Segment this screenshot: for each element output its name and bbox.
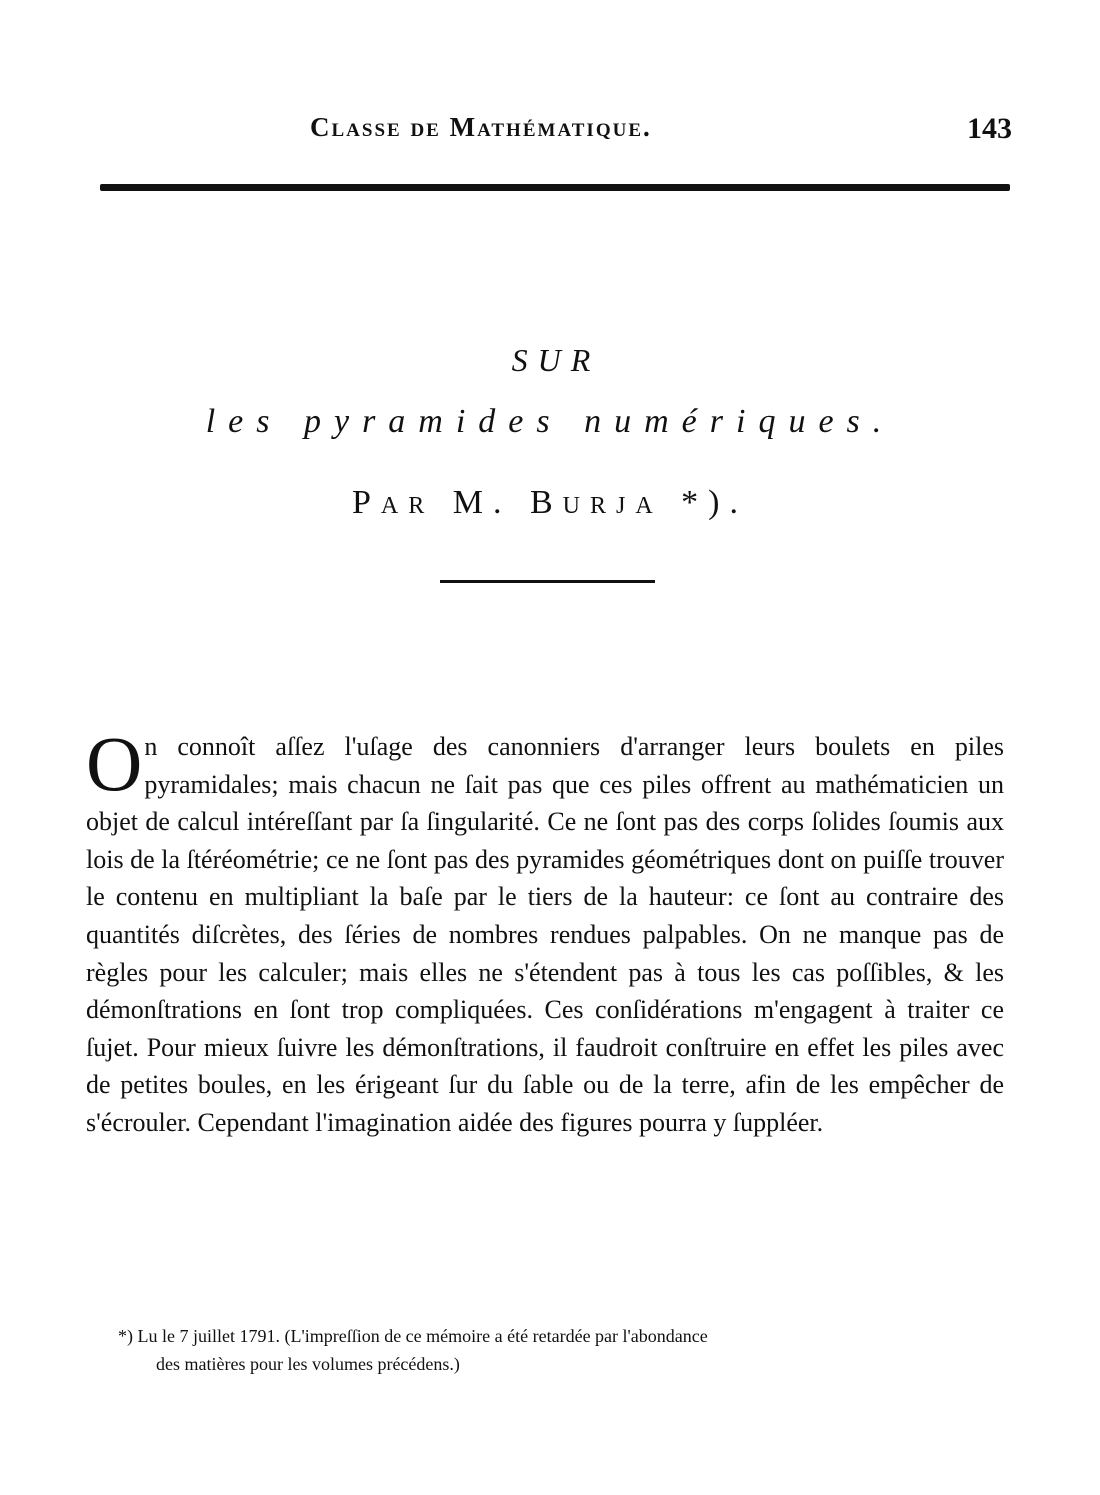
body-paragraph — [86, 720, 1004, 1142]
footnote-line-1: *) Lu le 7 juillet 1791. (L'impreſſion de ce mémoire a été retardée par l'abondance — [118, 1326, 708, 1346]
running-head-title: Classe de Mathématique. — [310, 112, 652, 142]
body-text: n connoît aſſez l'uſage des canonniers d'arranger leurs boulets en piles pyramidales; mais chacun ne ſait pas que ces piles offrent au mathématicien un objet de calcul intéreſſant par ſa ſingularité. Ce ne ſont pas des corps ſolides ſoumis aux lois de la ſtéréométrie; ce ne ſont pas des pyramides géométriques dont on puiſſe trouver le contenu en multipliant la baſe par le tiers de la hauteur: ce ſont au contraire des quantités diſcrètes, des ſéries de nombres rendues palpables. On ne manque pas de règles pour les calculer; mais elles ne s'étendent pas à tous les cas poſſibles, & les démonſtrations en ſont trop compliquées. Ces conſidérations m'engagent à traiter ce ſujet. Pour mieux ſuivre les démonſtrations, il faudroit conſtruire en effet les piles avec de petites boules, en les érigeant ſur du ſable ou de la terre, afin de les empêcher de s'écrouler. Cependant l'imagination aidée des figures pourra y ſuppléer. — [86, 732, 1004, 1137]
page-number: 143 — [967, 112, 1012, 145]
title-rule-divider — [440, 580, 655, 583]
header-rule-divider — [100, 184, 1010, 191]
article-title: les pyramides numériques. — [205, 403, 895, 440]
footnote-line-2: des matières pour les volumes précédens.) — [156, 1354, 460, 1374]
drop-cap: O — [86, 720, 143, 807]
author-line: Par M. Burja *). — [352, 484, 748, 521]
footnote — [118, 1322, 1018, 1378]
title-sur: SUR — [511, 342, 601, 378]
